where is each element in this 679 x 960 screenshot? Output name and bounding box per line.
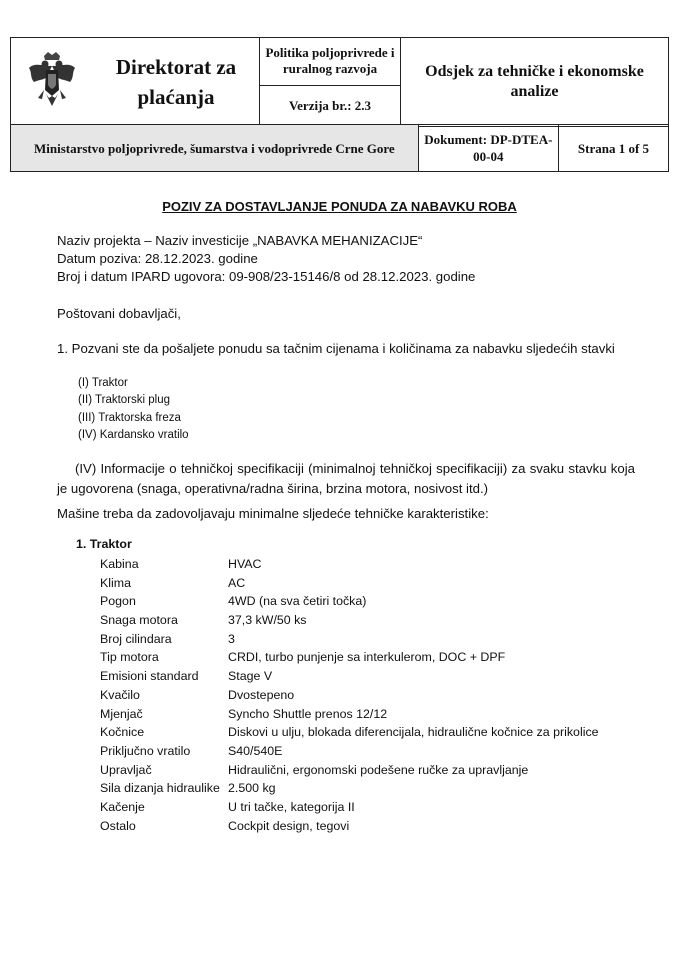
spec-value: CRDI, turbo punjenje sa interkulerom, DOC + DPF — [228, 650, 506, 665]
spec-key: Broj cilindara — [100, 631, 172, 646]
spec-value: U tri tačke, kategorija II — [228, 799, 355, 814]
spec-row — [100, 798, 599, 817]
machines-intro: Mašine treba da zadovoljavaju minimalne sljedeće tehničke karakteristike: — [57, 506, 489, 521]
document-title: POZIV ZA DOSTAVLJANJE PONUDA ZA NABAVKU ROBA — [162, 199, 517, 214]
spec-key: Snaga motora — [100, 613, 178, 628]
contract-number: Broj i datum IPARD ugovora: 09-908/23-15146/8 od 28.12.2023. godine — [57, 269, 476, 284]
spec-row — [100, 686, 599, 705]
list-item: (I) Traktor — [78, 377, 128, 389]
greeting: Poštovani dobavljači, — [57, 306, 181, 321]
spec-row — [100, 742, 599, 761]
spec-key: Ostalo — [100, 818, 136, 833]
spec-value: 37,3 kW/50 ks — [228, 613, 307, 628]
spec-row — [100, 779, 599, 798]
item-list — [78, 375, 189, 444]
spec-key: Tip motora — [100, 650, 159, 665]
spec-row — [100, 555, 599, 574]
project-name: Naziv projekta – Naziv investicije „NABAVKA MEHANIZACIJE“ — [57, 233, 423, 248]
spec-value: 4WD (na sva četiri točka) — [228, 594, 367, 609]
list-item: (III) Traktorska freza — [78, 411, 181, 424]
spec-key: Mjenjač — [100, 706, 143, 721]
document-header — [10, 37, 669, 127]
spec-value: Stage V — [228, 669, 273, 684]
spec-value: AC — [228, 575, 246, 590]
spec-heading: 1. Traktor — [76, 537, 132, 551]
ministry-name: Ministarstvo poljoprivrede, šumarstva i vodoprivrede Crne Gore — [11, 125, 419, 172]
version-number: Verzija br.: 2.3 — [260, 85, 401, 126]
spec-value: S40/540E — [228, 743, 283, 758]
spec-row — [100, 817, 599, 836]
spec-value: HVAC — [228, 557, 262, 571]
spec-value: Cockpit design, tegovi — [228, 818, 350, 833]
spec-key: Kočnice — [100, 725, 145, 740]
spec-value: 2.500 kg — [228, 781, 276, 796]
spec-key: Upravljač — [100, 762, 152, 777]
spec-key: Kabina — [100, 557, 139, 571]
page-number: Strana 1 of 5 — [558, 125, 668, 172]
spec-row — [100, 592, 599, 611]
list-item: (II) Traktorski plug — [78, 394, 171, 407]
spec-key: Emisioni standard — [100, 669, 199, 684]
spec-table — [100, 555, 599, 835]
document-subheader — [10, 124, 669, 172]
spec-key: Kvačilo — [100, 687, 140, 702]
logo-cell — [11, 38, 94, 127]
spec-key: Priključno vratilo — [100, 743, 191, 758]
spec-row — [100, 705, 599, 724]
spec-key: Kačenje — [100, 799, 145, 814]
spec-key: Sila dizanja hidraulike — [100, 781, 220, 796]
department-name: Odsjek za tehničke i ekonomske analize — [401, 38, 669, 127]
list-item: (IV) Kardansko vratilo — [78, 428, 189, 441]
spec-row — [100, 648, 599, 667]
policy-area: Politika poljoprivrede i ruralnog razvoja — [260, 38, 401, 86]
invitation-date: Datum poziva: 28.12.2023. godine — [57, 251, 258, 266]
spec-info-text: (IV) Informacije o tehničkoj specifikaciji (minimalnoj tehničkoj specifikaciji) za svaku stavku koja je ugovorena (snaga, operativna/radna širina, brzina motora, nosivost itd.) — [57, 461, 635, 496]
spec-key: Pogon — [100, 594, 136, 609]
spec-row — [100, 761, 599, 780]
spec-value: Dvostepeno — [228, 687, 295, 702]
spec-key: Klima — [100, 575, 131, 590]
spec-row — [100, 723, 599, 742]
spec-value: Diskovi u ulju, blokada diferencijala, hidraulične kočnice za prikolice — [228, 725, 599, 740]
point-1-text: 1. Pozvani ste da pošaljete ponudu sa tačnim cijenama i količinama za nabavku sljedećih stavki — [57, 341, 615, 356]
document-id: Dokument: DP-DTEA-00-04 — [418, 125, 558, 172]
spec-value: Hidraulični, ergonomski podešene ručke za upravljanje — [228, 762, 529, 777]
spec-row — [100, 630, 599, 649]
coat-of-arms-icon — [26, 50, 78, 114]
spec-info-paragraph — [57, 459, 635, 499]
spec-value: Syncho Shuttle prenos 12/12 — [228, 706, 388, 721]
spec-row — [100, 667, 599, 686]
spec-value: 3 — [228, 631, 235, 646]
directorate-name: Direktorat za plaćanja — [93, 38, 260, 127]
spec-row — [100, 611, 599, 630]
spec-row — [100, 574, 599, 593]
